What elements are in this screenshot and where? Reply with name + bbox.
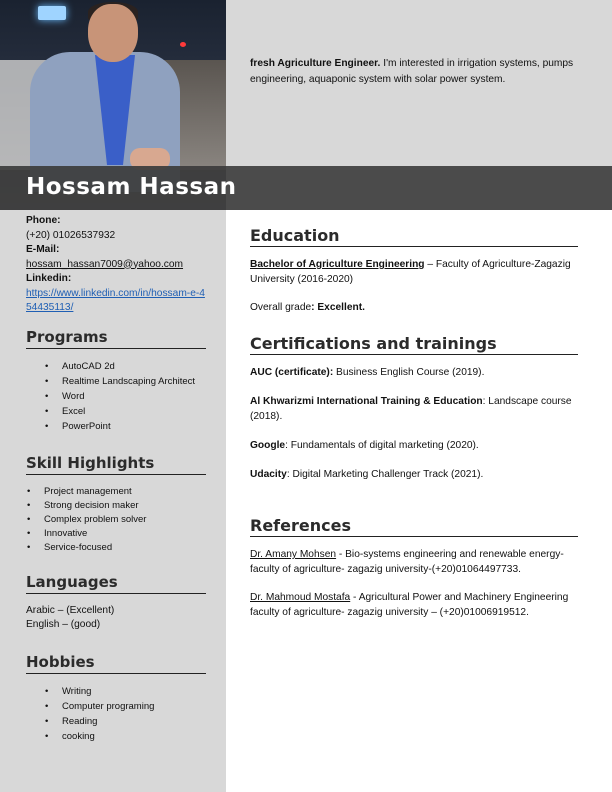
grade-value: : Excellent.	[311, 302, 365, 313]
skill-item: • Complex problem solver	[44, 513, 206, 527]
language-item: Arabic – (Excellent)	[26, 604, 115, 616]
reference-name: Dr. Mahmoud Mostafa	[250, 592, 351, 603]
certifications-section	[250, 336, 578, 482]
cert-org: Al Khwarizmi International Training & Education	[250, 396, 483, 407]
summary-text: I'm interested in irrigation systems, pumps engineering, aquaponic system with solar power system.	[250, 58, 574, 85]
skill-item: • Service-focused	[44, 541, 206, 555]
hobby-item: • cooking	[62, 729, 206, 744]
cert-item	[250, 467, 578, 482]
cert-org: AUC (certificate):	[250, 367, 334, 378]
email-link[interactable]: hossam_hassan7009@yahoo.com	[26, 258, 184, 270]
skills-section	[26, 456, 206, 555]
hobby-item: • Reading	[62, 714, 206, 729]
cert-item	[250, 365, 578, 380]
linkedin-label: Linkedin:	[26, 273, 72, 284]
hobbies-heading: Hobbies	[26, 655, 206, 674]
program-item: • Realtime Landscaping Architect	[62, 374, 206, 389]
references-heading: References	[250, 518, 578, 537]
phone-value: (+20) 01026537932	[26, 229, 116, 241]
reference-item	[250, 590, 578, 620]
grade-label: Overall grade	[250, 302, 312, 313]
skills-heading: Skill Highlights	[26, 456, 206, 475]
hobbies-section	[26, 655, 206, 744]
reference-desc: - Agricultural Power and Machinery Engineering faculty of agriculture- zagazig university – (+20)01006919512.	[250, 592, 569, 618]
cert-desc: : Digital Marketing Challenger Track (2021).	[286, 469, 484, 480]
cert-item	[250, 438, 578, 453]
phone-label: Phone:	[26, 215, 61, 226]
reference-name: Dr. Amany Mohsen	[250, 549, 337, 560]
skill-item: • Strong decision maker	[44, 499, 206, 513]
linkedin-link[interactable]: https://www.linkedin.com/in/hossam-e-454435113/	[26, 287, 205, 313]
degree-title: Bachelor of Agriculture Engineering	[250, 259, 425, 270]
summary-lead: fresh Agriculture Engineer.	[250, 58, 381, 69]
hobby-item: • Writing	[62, 684, 206, 699]
cert-item	[250, 394, 578, 424]
education-heading: Education	[250, 228, 578, 247]
skill-item: • Project management	[44, 485, 206, 499]
program-item: • Excel	[62, 404, 206, 419]
programs-heading: Programs	[26, 330, 206, 349]
references-section	[250, 518, 578, 620]
cert-desc: : Fundamentals of digital marketing (2020).	[285, 440, 479, 451]
contact-block	[26, 214, 206, 316]
cert-desc: Business English Course (2019).	[333, 367, 485, 378]
languages-section	[26, 575, 206, 633]
reference-desc: - Bio-systems engineering and renewable energy-faculty of agriculture- zagazig university-(+20)01064497733.	[250, 549, 564, 575]
programs-section	[26, 330, 206, 434]
education-section	[250, 228, 578, 315]
cert-org: Udacity	[250, 469, 287, 480]
degree-institution: – Faculty of Agriculture-Zagazig University (2016-2020)	[250, 259, 571, 285]
hobby-item: • Computer programing	[62, 699, 206, 714]
cert-desc: : Landscape course (2018).	[250, 396, 572, 422]
reference-item	[250, 547, 578, 577]
email-label: E-Mail:	[26, 244, 60, 255]
certifications-heading: Certifications and trainings	[250, 336, 578, 355]
languages-heading: Languages	[26, 575, 206, 594]
program-item: • Word	[62, 389, 206, 404]
summary	[250, 56, 590, 88]
program-item: • AutoCAD 2d	[62, 359, 206, 374]
person-name: Hossam Hassan	[26, 174, 237, 200]
language-item: English – (good)	[26, 619, 101, 630]
cert-org: Google	[250, 440, 286, 451]
skill-item: • Innovative	[44, 527, 206, 541]
program-item: • PowerPoint	[62, 419, 206, 434]
